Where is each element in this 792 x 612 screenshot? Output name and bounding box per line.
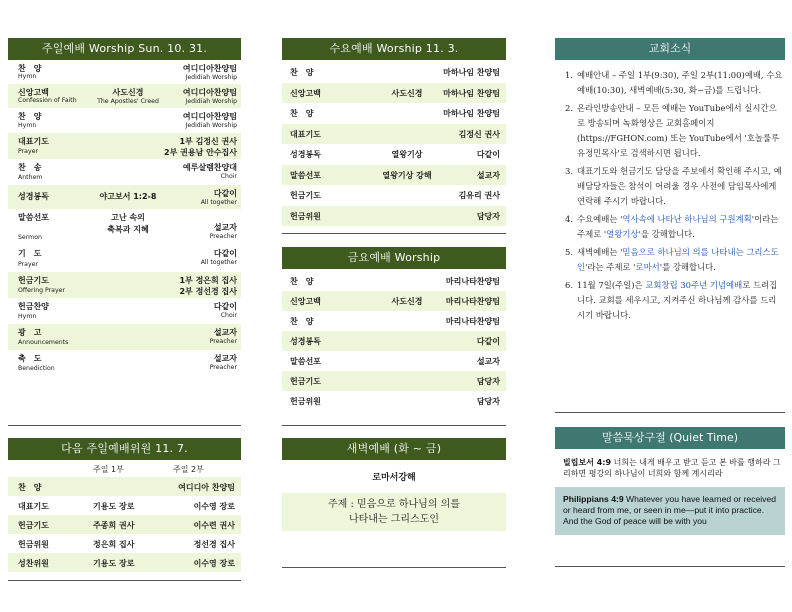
sunday-divider [8, 425, 241, 426]
order-leader: 김유리 권사 [458, 191, 500, 200]
order-item: 대표기도 [290, 129, 321, 139]
sunday-item-leader-2: All together [200, 259, 237, 266]
sunday-item-korean: 찬 양 [18, 112, 42, 121]
news-item-text: 새벽예배는 ' [577, 247, 623, 257]
news-item-text: 교회창립 30주년 기념예배 [645, 280, 743, 290]
news-item-text: '이라는 주제로 ' [577, 214, 779, 239]
sunday-item-leader-2: Jedidiah Worship [185, 122, 237, 129]
friday-order-row [282, 351, 506, 371]
news-item-number: 5. [565, 247, 573, 257]
quiet-time-panel [555, 427, 785, 535]
sunday-item-korean: 헌금기도 [18, 276, 49, 285]
duty-second-service: 이수영 장로 [193, 502, 235, 511]
sunday-item-detail: 야고보서 1:2-8 [99, 192, 157, 201]
next-sunday-row [8, 515, 241, 534]
sunday-item-korean: 성경봉독 [18, 192, 49, 201]
wednesday-worship-title: 수요예배 Worship 11. 3. [282, 38, 506, 60]
sunday-item-english: Hymn [18, 122, 37, 129]
sunday-item-leader: 다같이 [213, 189, 237, 198]
wednesday-order-row [282, 165, 506, 186]
news-item-text: 수요예배는 ' [577, 214, 623, 224]
sunday-item-leader: 예루살렘찬양대 [182, 163, 237, 172]
duty-first-service: 정은희 집사 [93, 540, 135, 549]
church-news-panel [555, 38, 785, 326]
order-leader: 마하나임 찬양팀 [443, 109, 500, 118]
news-item-text: 온라인방송안내 – 모든 예배는 YouTube에서 실시간으로 방송되며 녹화영상은 교회홈페이지(https://FGHON.com) 또는 YouTube에서 '호놀룰루유정민목사'로 검색하시면 됩니다. [577, 103, 780, 158]
dawn-theme-box [282, 493, 506, 531]
duty-second-service: 이수련 권사 [193, 521, 235, 530]
sunday-item-leader-2: Preacher [209, 364, 237, 371]
next-sunday-row [8, 553, 241, 572]
sunday-item-leader: 다같이 [213, 249, 237, 258]
friday-order-list [282, 271, 506, 411]
friday-order-row [282, 391, 506, 411]
sunday-item-leader-2: Preacher [209, 233, 237, 240]
wednesday-order-row [282, 62, 506, 83]
sunday-item-leader: 다같이 [213, 302, 237, 311]
news-item-number: 6. [565, 280, 573, 290]
order-detail: 사도신경 [391, 88, 423, 98]
news-item-text: 믿음으로 하나님의 의를 나타내는 그리스도인 [577, 247, 779, 272]
sunday-item-leader: 설교자 [213, 354, 237, 363]
duty-role: 성찬위원 [18, 559, 49, 568]
wednesday-order-row [282, 103, 506, 124]
quiet-time-english-ref: Philippians 4:9 [563, 494, 624, 504]
wednesday-order-row [282, 83, 506, 104]
order-item: 말씀선포 [290, 357, 321, 366]
news-item-number: 3. [565, 166, 573, 176]
news-item-text: 11월 7일(주일)은 [577, 280, 646, 290]
news-item-text: 대표기도와 헌금기도 담당을 주보에서 확인해 주시고, 예배담당자들은 참석이 어려울 경우 사전에 담임목사에게 연락해 주시기 바랍니다. [577, 166, 782, 206]
sunday-item-leader: 설교자 [213, 223, 237, 232]
duty-role: 찬 양 [18, 483, 42, 492]
col-second-service: 주일 2부 [173, 465, 204, 474]
order-leader: 마하나임 찬양팀 [443, 68, 500, 77]
order-item: 신앙고백 [290, 88, 321, 98]
order-item: 찬 양 [290, 317, 314, 326]
sunday-item-leader-2: Choir [220, 312, 237, 319]
sunday-item-leader-2: Jedidiah Worship [185, 98, 237, 105]
order-item: 성경봉독 [290, 337, 321, 346]
sunday-item-detail-2: The Apostles' Creed [97, 98, 159, 105]
sunday-item-english: Sermon [18, 234, 42, 241]
sunday-order-row [8, 298, 241, 324]
sunday-item-leader-2: Choir [220, 173, 237, 180]
next-sunday-row [8, 534, 241, 553]
news-item-text: 로 드려집니다. 교회를 세우시고, 지켜주신 하나님께 감사를 드리시기 바랍니다. [577, 280, 778, 320]
news-item [565, 278, 783, 323]
news-item-number: 4. [565, 214, 573, 224]
order-leader: 마리나타찬양팀 [445, 277, 500, 286]
news-item [565, 68, 783, 98]
sunday-item-english: Announcements [18, 339, 69, 346]
sunday-order-row [8, 209, 241, 245]
wednesday-divider [282, 233, 506, 234]
order-leader: 담당자 [476, 211, 500, 221]
duty-role: 헌금위원 [18, 540, 49, 549]
dawn-book: 로마서강해 [372, 473, 416, 483]
sunday-worship-title: 주일예배 Worship Sun. 10. 31. [8, 38, 241, 60]
friday-order-row [282, 271, 506, 291]
sunday-item-korean: 기 도 [18, 249, 42, 258]
sunday-order-row [8, 324, 241, 350]
next-sunday-divider [8, 580, 241, 581]
dawn-theme-line-1: 주제 : 믿음으로 하나님의 의를 [327, 499, 460, 510]
news-item [565, 164, 783, 209]
order-item: 헌금위원 [290, 211, 321, 221]
friday-order-row [282, 371, 506, 391]
news-divider [555, 412, 785, 413]
sunday-order-row [8, 185, 241, 209]
news-item [565, 101, 783, 161]
quiet-time-korean [555, 449, 785, 485]
sunday-item-korean: 신앙고백 [18, 88, 49, 97]
church-news-title: 교회소식 [555, 38, 785, 60]
friday-divider [282, 425, 506, 426]
sunday-order-row [8, 60, 241, 84]
sunday-item-detail: 고난 속의 [111, 213, 145, 222]
sunday-item-leader-2: Preacher [209, 338, 237, 345]
sunday-order-list [8, 60, 241, 376]
quiet-time-title: 말씀묵상구절 (Quiet Time) [555, 427, 785, 449]
order-leader: 설교자 [476, 357, 500, 366]
sunday-item-korean: 찬 송 [18, 163, 42, 172]
order-item: 신앙고백 [290, 297, 321, 306]
quiet-time-divider [555, 566, 785, 567]
order-leader: 마하나임 찬양팀 [443, 88, 500, 98]
sunday-item-leader-2: All together [200, 199, 237, 206]
duty-second-service: 여디디아 찬양팀 [178, 483, 235, 492]
quiet-time-korean-ref: 빌립보서 4:9 [563, 458, 612, 467]
sunday-item-leader: 여디디아찬양팀 [182, 64, 237, 73]
order-item: 성경봉독 [290, 150, 321, 159]
news-item-text: 예배안내 – 주일 1부(9:30), 주일 2부(11:00)예배, 수요예배(10:30), 새벽예배(5:30, 화~금)를 드립니다. [577, 70, 783, 95]
friday-order-row [282, 311, 506, 331]
sunday-item-english: Prayer [18, 261, 38, 268]
sunday-item-english: Benediction [18, 365, 55, 372]
sunday-item-english: Offering Prayer [18, 287, 65, 294]
quiet-time-english [555, 487, 785, 535]
sunday-order-row [8, 245, 241, 272]
order-item: 찬 양 [290, 68, 314, 77]
sunday-item-english: Prayer [18, 148, 38, 155]
friday-worship-panel [282, 247, 506, 411]
duty-role: 대표기도 [18, 502, 49, 511]
order-leader: 다같이 [476, 337, 500, 346]
sunday-item-english: Hymn [18, 73, 37, 80]
duty-first-service: 기용도 장로 [93, 559, 135, 568]
sunday-item-leader-2: 2부 권용남 안수집사 [164, 148, 237, 157]
dawn-theme-line-2: 나타내는 그리스도인 [348, 514, 440, 525]
col-first-service: 주일 1부 [93, 465, 124, 474]
order-item: 찬 양 [290, 277, 314, 286]
order-leader: 다같이 [476, 150, 500, 159]
duty-second-service: 정선경 집사 [193, 540, 235, 549]
wednesday-order-list [282, 62, 506, 226]
wednesday-worship-panel [282, 38, 506, 226]
sunday-order-row [8, 159, 241, 185]
news-item-number: 1. [565, 70, 573, 80]
news-item-text: '을 강해합니다. [638, 229, 695, 239]
friday-worship-title: 금요예배 Worship [282, 247, 506, 269]
order-detail: 사도신경 [391, 297, 423, 306]
wednesday-order-row [282, 185, 506, 206]
sunday-item-korean: 말씀선포 [18, 213, 49, 222]
dawn-worship-panel [282, 438, 506, 531]
news-item-text: 역사속에 나타난 하나님의 구원계획 [622, 214, 752, 224]
sunday-item-leader-2: 2부 정선경 집사 [179, 287, 237, 296]
sunday-item-detail: 사도신경 [112, 88, 144, 97]
sunday-item-leader: 1부 김정신 권사 [179, 137, 237, 146]
sunday-item-detail-2: 축복과 지혜 [107, 225, 149, 234]
next-sunday-title: 다음 주일예배위원 11. 7. [8, 438, 241, 460]
sunday-order-row [8, 84, 241, 108]
order-leader: 김정신 권사 [458, 129, 500, 139]
next-sunday-panel [8, 438, 241, 572]
order-item: 말씀선포 [290, 170, 321, 180]
news-item-text: 열왕기상 [606, 229, 639, 239]
sunday-item-korean: 대표기도 [18, 137, 49, 146]
quiet-time-korean-text: 너희는 내게 배우고 받고 듣고 본 바를 행하라 그리하면 평강의 하나님이 너희와 함께 계시리라 [563, 458, 781, 478]
next-sunday-row [8, 477, 241, 496]
news-item [565, 245, 783, 275]
next-sunday-col-headers [8, 460, 241, 477]
sunday-item-english: Confession of Faith [18, 97, 77, 104]
order-detail: 열왕기상 강해 [382, 170, 432, 180]
sunday-order-row [8, 350, 241, 376]
order-item: 헌금위원 [290, 397, 321, 406]
order-leader: 마리나타찬양팀 [445, 297, 500, 306]
next-sunday-list [8, 477, 241, 572]
duty-role: 헌금기도 [18, 521, 49, 530]
sunday-item-english: Anthem [18, 174, 43, 181]
news-item [565, 212, 783, 242]
duty-first-service: 주종희 권사 [93, 521, 135, 530]
order-leader: 담당자 [476, 397, 500, 406]
sunday-item-english: Hymn [18, 313, 37, 320]
sunday-item-korean: 축 도 [18, 354, 42, 363]
wednesday-order-row [282, 124, 506, 145]
news-item-text: '를 강해합니다. [659, 262, 716, 272]
order-item: 헌금기도 [290, 377, 321, 386]
news-item-text: '라는 주제로 ' [585, 262, 636, 272]
next-sunday-row [8, 496, 241, 515]
order-detail: 열왕기상 [391, 150, 423, 159]
sunday-order-row [8, 133, 241, 159]
order-item: 찬 양 [290, 109, 314, 118]
church-news-list [555, 68, 785, 323]
order-leader: 설교자 [476, 170, 500, 180]
sunday-item-korean: 찬 양 [18, 64, 42, 73]
sunday-item-leader: 여디디아찬양팀 [182, 88, 237, 97]
quiet-time-english-text: Whatever you have learned or received or heard from me, or seen in me—put it into practice. And the God of peace will be with you [563, 494, 777, 526]
sunday-item-leader: 1부 정은희 집사 [179, 276, 237, 285]
sunday-item-korean: 헌금찬양 [18, 302, 49, 311]
order-leader: 마리나타찬양팀 [445, 317, 500, 326]
dawn-divider [282, 567, 506, 568]
friday-order-row [282, 331, 506, 351]
order-leader: 담당자 [476, 377, 500, 386]
news-item-number: 2. [565, 103, 573, 113]
sunday-worship-panel [8, 38, 241, 376]
dawn-worship-title: 새벽예배 (화 ~ 금) [282, 438, 506, 460]
sunday-order-row [8, 272, 241, 298]
order-item: 헌금기도 [290, 191, 321, 200]
wednesday-order-row [282, 206, 506, 227]
sunday-item-korean: 광 고 [18, 328, 42, 337]
sunday-item-leader: 설교자 [213, 328, 237, 337]
duty-second-service: 이수영 장로 [193, 559, 235, 568]
friday-order-row [282, 291, 506, 311]
sunday-order-row [8, 108, 241, 133]
sunday-item-leader-2: Jedidiah Worship [185, 74, 237, 81]
wednesday-order-row [282, 144, 506, 165]
duty-first-service: 기용도 장로 [93, 502, 135, 511]
sunday-item-leader: 여디디아찬양팀 [182, 112, 237, 121]
news-item-text: 로마서 [635, 262, 660, 272]
